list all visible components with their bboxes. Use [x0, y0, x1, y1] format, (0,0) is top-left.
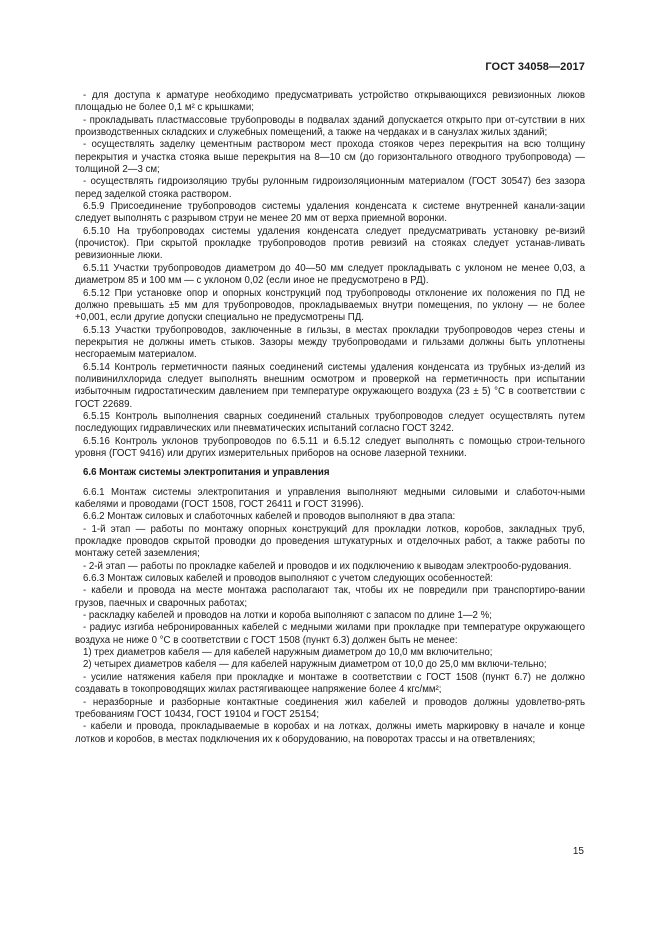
paragraph: 6.6.1 Монтаж системы электропитания и управления выполняют медными силовыми и слаботоч-ными кабелями и проводами (ГОСТ 1508, ГОСТ 26411 и ГОСТ 31996). [75, 486, 585, 510]
paragraph: 6.5.15 Контроль выполнения сварных соединений стальных трубопроводов следует осуществлять путем последующих гидравлических или пневматических испытаний согласно ГОСТ 3242. [75, 410, 585, 435]
paragraph: 1) трех диаметров кабеля — для кабелей наружным диаметром до 10,0 мм включительно; [83, 647, 493, 659]
paragraph: - для доступа к арматуре необходимо предусматривать устройство открывающихся ревизионных люков площадью не более 0,1 м² с крышками; [75, 90, 585, 114]
paragraph: 6.5.12 При установке опор и опорных конструкций под трубопроводы отклонение их положения по ПД не должно превышать ±5 мм для трубопроводов, прокладываемых внутри помещения, по уклону — не более +0,001, если другие допуски специально не предусмотрены ПД. [75, 287, 585, 324]
paragraph: 6.5.14 Контроль герметичности паяных соединений системы удаления конденсата из трубных из-делий из поливинилхлорида следует выполнять внешним осмотром и проверкой на герметичность при испытании избыточным гидростатическим давлением при температуре окружающего воздуха (23 ± 5) °С в соответствии с ГОСТ 22689. [75, 361, 585, 410]
paragraph: 2) четырех диаметров кабеля — для кабелей наружным диаметром от 10,0 до 25,0 мм включи-тельно; [83, 659, 547, 671]
paragraph: - кабели и провода на месте монтажа располагают так, чтобы их не повредили при транспортиро-вании грузов, паечных и сварочных работах; [75, 585, 585, 609]
paragraph: - прокладывать пластмассовые трубопроводы в подвалах зданий допускается открыто при от-сутствии в них производственных складских и служебных помещений, а также на чердаках и в санузлах жилых зданий; [75, 114, 585, 139]
paragraph: 6.5.10 На трубопроводах системы удаления конденсата следует предусматривать установку ре-визий (прочисток). При скрытой прокладке трубопроводов против ревизий на стояках следует устанав-ливать ревизионные люки. [75, 225, 585, 262]
paragraph: - усилие натяжения кабеля при прокладке и монтаже в соответствии с ГОСТ 1508 (пункт 6.7) не должно создавать в токопроводящих жилах растягивающее напряжение более 4 кгс/мм²; [75, 671, 585, 696]
paragraph: 6.6.2 Монтаж силовых и слаботочных кабелей и проводов выполняют в два этапа: [83, 511, 456, 523]
paragraph: - раскладку кабелей и проводов на лотки и короба выполняют с запасом по длине 1—2 %; [83, 610, 492, 622]
paragraph: 6.5.13 Участки трубопроводов, заключенные в гильзы, в местах прокладки трубопроводов через стены и перекрытия не должны иметь стыков. Зазоры между трубопроводами и гильзами должны быть уплотнены несгораемым материалом. [75, 324, 585, 361]
paragraph: - 1-й этап — работы по монтажу опорных конструкций для прокладки лотков, коробов, закладных труб, прокладке проводов скрытой проводки до проведения штукатурных и отделочных работ, а также работы по монтажу сетей заземления; [75, 523, 585, 560]
section-title: 6.6 Монтаж системы электропитания и управления [83, 467, 330, 479]
paragraph: 6.5.9 Присоединение трубопроводов системы удаления конденсата к системе внутренней канали-зации следует выполнять с разрывом струи не менее 20 мм от верха приемной воронки. [75, 201, 585, 225]
paragraph: 6.6.3 Монтаж силовых кабелей и проводов выполняют с учетом следующих особенностей: [83, 573, 493, 585]
page-number: 15 [572, 846, 584, 857]
paragraph: - кабели и провода, прокладываемые в коробах и на лотках, должны иметь маркировку в начале и конце лотков и коробов, в местах подключения их к оборудованию, на поворотах трассы и на ответвлениях; [75, 721, 585, 745]
paragraph: 6.5.11 Участки трубопроводов диаметром до 40—50 мм следует прокладывать с уклоном не менее 0,03, а диаметром 85 и 100 мм — с уклоном 0,02 (если иное не предусмотрено в РД). [75, 262, 585, 287]
document-id-header: ГОСТ 34058—2017 [485, 61, 585, 73]
paragraph: - осуществлять заделку цементным раствором мест прохода стояков через перекрытия на всю толщину перекрытия и участка стояка выше перекрытия на 8—10 см (до горизонтального отводного трубопровода) — толщиной 2—3 см; [75, 139, 585, 176]
paragraph: 6.5.16 Контроль уклонов трубопроводов по 6.5.11 и 6.5.12 следует выполнять с помощью строи-тельного уровня (ГОСТ 9416) или других измерительных приборов на основе лазерной техники. [75, 435, 585, 459]
paragraph: - неразборные и разборные контактные соединения жил кабелей и проводов должны удовлетво-рять требованиям ГОСТ 10434, ГОСТ 19104 и ГОСТ 25154; [75, 696, 585, 720]
paragraph: - радиус изгиба небронированных кабелей с медными жилами при прокладке при температуре окружающего воздуха не ниже 0 °С в соответствии с ГОСТ 1508 (пункт 6.3) должен быть не менее: [75, 622, 585, 646]
document-body [75, 90, 585, 746]
paragraph: - 2-й этап — работы по прокладке кабелей и проводов и их подключению к выводам электрообо-рудования. [83, 560, 572, 572]
paragraph: - осуществлять гидроизоляцию трубы рулонным гидроизоляционным материалом (ГОСТ 30547) без зазора перед заделкой стояка раствором. [75, 176, 585, 200]
